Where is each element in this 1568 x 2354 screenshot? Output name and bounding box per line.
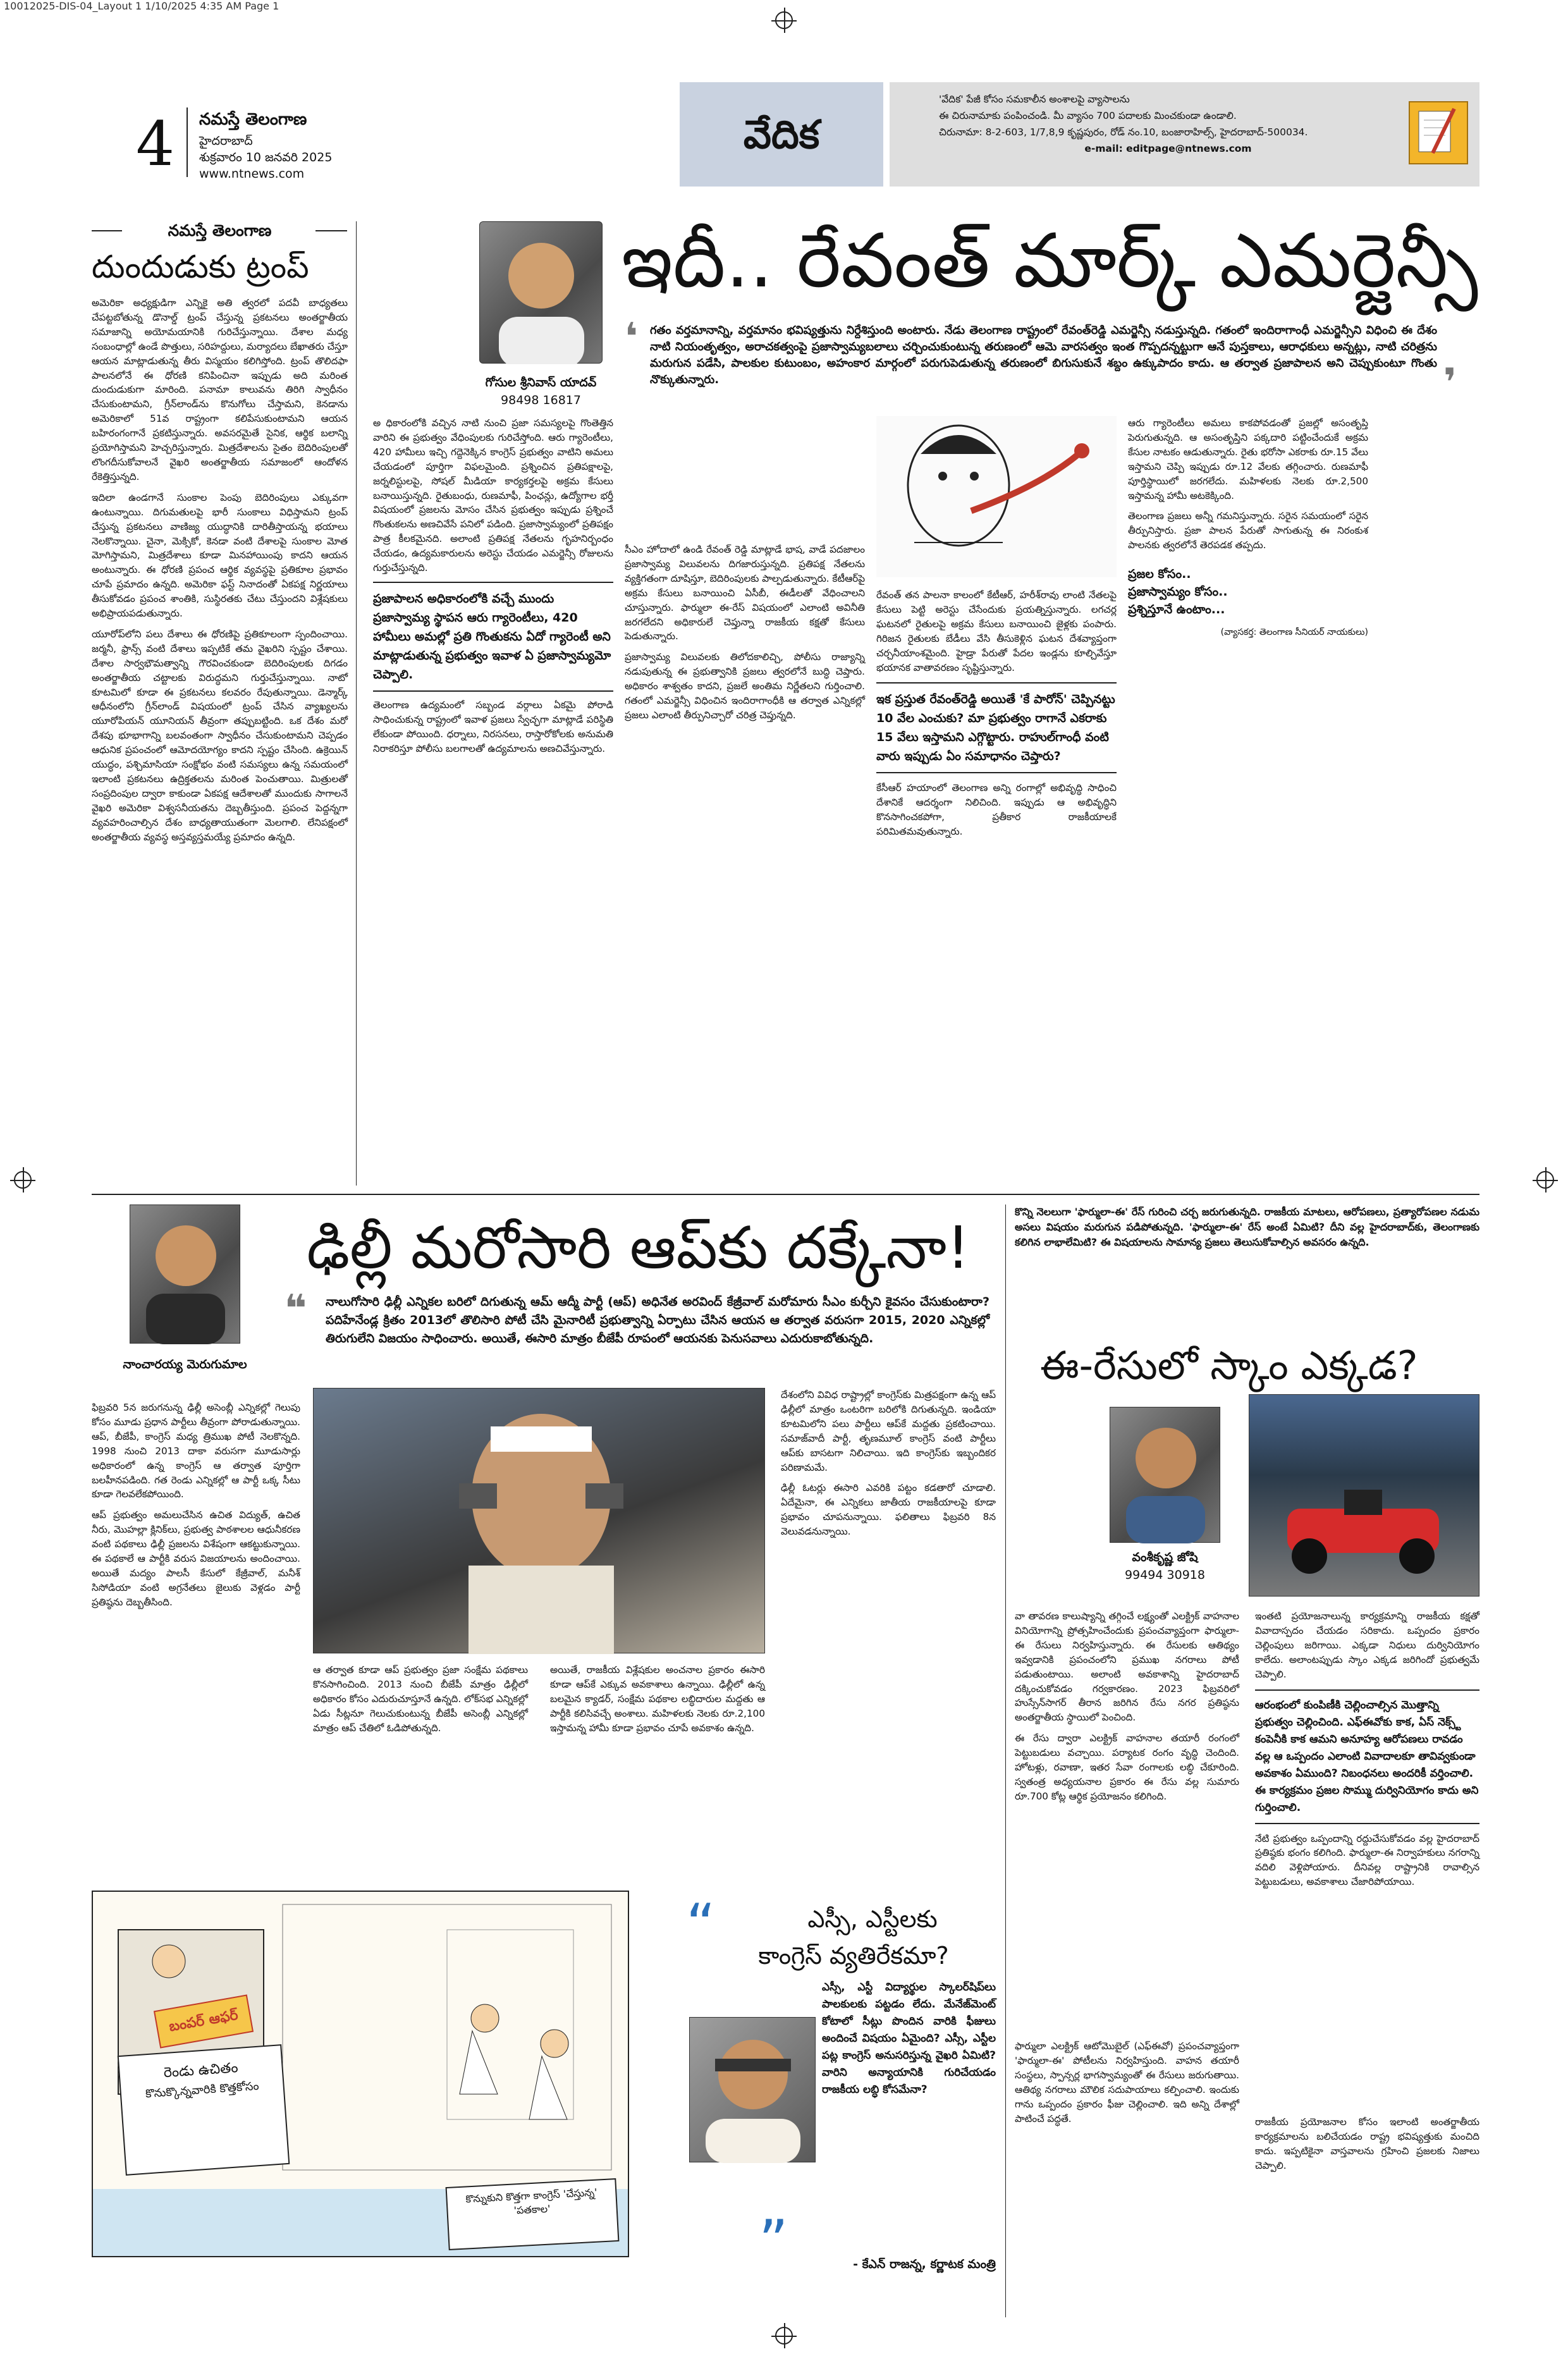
main-paragraph: ప్రజాస్వామ్య విలువలకు తిలోదకాలిచ్చి, పోలీసు రాజ్యాన్ని నడుపుతున్న ఈ ప్రభుత్వానికి ప్రజలు త్వరలోనే బుద్ధి చెప్తారు. అధికారం శాశ్వతం కాదని, ప్రజలే అంతిమ నిర్ణేతలని గుర్తించాలి. గతంలో ఎమర్జెన్సీ విధించిన ఇందిరాగాంధీకి ఆ తర్వాత ఎన్నికల్లో ప్రజలు ఎలాంటి తీర్పునిచ్చారో చరిత్ర చెప్తున్నది. xyxy=(625,651,865,721)
masthead xyxy=(92,76,1479,193)
main-paragraph: తెలంగాణ ప్రజలు అన్నీ గమనిస్తున్నారు. సరైన సమయంలో సరైన తీర్పునిస్తారు. ప్రజా పాలన పేరుతో సాగుతున్న ఈ నిరంకుశ పాలనకు త్వరలోనే తెరపడక తప్పదు. xyxy=(1128,510,1368,551)
pullquote-1: ప్రజాపాలన అధికారంలోకి వచ్చే ముందు ప్రజాస్వామ్య స్థాపన ఆరు గ్యారెంటీలు, 420 హామీలు అమల్లో ప్రతి గొంతుకను ఏదో గ్యారెంటీ అని మాట్లాడుతున్న ప్రభుత్వం ఇవాళ ఏ ప్రజాస్వామ్యమో చెప్పాలి. xyxy=(373,582,613,692)
closing-lines: ప్రజల కోసం.. ప్రజాస్వామ్యం కోసం.. ప్రశ్నిస్తూనే ఉంటాం... xyxy=(1128,567,1228,617)
author-photo xyxy=(1110,1407,1220,1543)
main-column-2 xyxy=(625,543,865,729)
delhi-paragraph: ఫిబ్రవరి 5న జరుగనున్న ఢిల్లీ అసెంబ్లీ ఎన్నికల్లో గెలుపు కోసం మూడు ప్రధాన పార్టీలు తీవ్రంగా పోరాడుతున్నాయి. ఆప్, బీజేపీ, కాంగ్రెస్ మధ్య త్రిముఖ పోటీ నెలకొన్నది. 1998 నుంచి 2013 దాకా వరుసగా మూడుసార్లు అధికారంలో ఉన్న కాంగ్రెస్ ఆ తర్వాత పూర్తిగా బలహీనపడింది. గత రెండు ఎన్నికల్లో ఆ పార్టీ ఒక్క సీటు కూడా గెలవలేకపోయింది. xyxy=(92,1402,300,1500)
main-paragraph: ఆరు గ్యారెంటీలు అమలు కాకపోవడంతో ప్రజల్లో అసంతృప్తి పెరుగుతున్నది. ఆ అసంతృప్తిని పక్కదారి పట్టించేందుకే అక్రమ కేసుల నాటకం ఆడుతున్నారు. రైతు భరోసా ఎకరాకు రూ.15 వేలు ఇస్తామని చెప్పి ఇప్పుడు రూ.12 వేలకు తగ్గించారు. రుణమాఫీ పూర్తిస్థాయిలో జరగలేదు. మహిళలకు నెలకు రూ.2,500 ఇస్తామన్న హామీ అటకెక్కింది. xyxy=(1128,417,1368,501)
submission-info xyxy=(890,82,1479,187)
main-paragraph: అ ధికారంలోకి వచ్చిన నాటి నుంచి ప్రజా సమస్యలపై గొంతెత్తిన వారిని ఈ ప్రభుత్వం వేధింపులకు గురిచేస్తోంది. ఆరు గ్యారెంటీలు, 420 హామీలు ఇచ్చి గద్దెనెక్కిన కాంగ్రెస్ ప్రభుత్వం వాటిని అమలు చేయడంలో పూర్తిగా విఫలమైంది. ప్రశ్నించిన ప్రతిపక్షాలపై, జర్నలిస్టులపై, సోషల్ మీడియా కార్యకర్తలపై అక్రమ కేసులు బనాయిస్తున్నది. రైతుబంధు, రుణమాఫీ, పింఛన్లు, ఉద్యోగాల భర్తీ విషయంలో ప్రజలను మోసం చేసిన ప్రభుత్వం ఇప్పుడు ప్రశ్నించే గొంతుకలను అణచివేసే పనిలో పడింది. ప్రజాస్వామ్యంలో ప్రతిపక్షం పాత్ర కీలకమైనది. అలాంటి ప్రతిపక్ష నేతలను గృహనిర్బంధం చేయడం, ఉద్యమకారులను అరెస్టు చేయడం ఎమర్జెన్సీ రోజులను గుర్తుచేస్తున్నది. xyxy=(373,417,613,574)
close-quote-icon: ❜ xyxy=(1443,360,1457,405)
erace-headline: ఈ-రేసులో స్కాం ఎక్కడ? xyxy=(1040,1342,1418,1388)
delhi-paragraph: ఆప్ ప్రభుత్వం అమలుచేసిన ఉచిత విద్యుత్, ఉచిత నీరు, మొహల్లా క్లినిక్‌లు, ప్రభుత్వ పాఠశాలల ఆధునీకరణ వంటి పథకాలు ఢిల్లీ ప్రజలను విశేషంగా ఆకట్టుకున్నాయి. ఈ పథకాలే ఆ పార్టీకి వరుస విజయాలను అందించాయి. అయితే మద్యం పాలసీ కేసులో కేజ్రీవాల్, మనీశ్ సిసోడియా వంటి అగ్రనేతలు జైలుకు వెళ్లడం పార్టీ ప్రతిష్ఠను దెబ్బతీసింది. xyxy=(92,1509,300,1608)
divider xyxy=(187,107,188,177)
open-quote-icon: ❝ xyxy=(285,1287,307,1331)
delhi-paragraph: ఢిల్లీ ఓటర్లు ఈసారి ఎవరికి పట్టం కడతారో చూడాలి. ఏదేమైనా, ఈ ఎన్నికలు జాతీయ రాజకీయాలపై కూడా ప్రభావం చూపనున్నాయి. ఫలితాలు ఫిబ్రవరి 8న వెలువడనున్నాయి. xyxy=(781,1482,996,1538)
city: హైదరాబాద్ xyxy=(199,134,253,148)
delhi-intro: నాలుగోసారి ఢిల్లీ ఎన్నికల బరిలో దిగుతున్న ఆమ్ ఆద్మీ పార్టీ (ఆప్) అధినేత అరవింద్ కేజ్రీవాల్ మరోమారు సీఎం కుర్చీని కైవసం చేసుకుంటారా? పదిహేనేండ్ల క్రితం 2013లో తొలిసారి పోటీ చేసి మైనారిటీ ప్రభుత్వాన్ని ఏర్పాటు చేసిన ఆయన ఆ తర్వాత వరుసగా 2015, 2020 ఎన్నికల్లో తిరుగులేని విజయం సాధించారు. అయితే, ఈసారి మాత్రం బీజేపీ రూపంలో ఆయనకు పెనుసవాలు ఎదురుకాబోతున్నది. xyxy=(326,1295,989,1346)
main-paragraph: సీఎం హోదాలో ఉండి రేవంత్ రెడ్డి మాట్లాడే భాష, వాడే పదజాలం ప్రజాస్వామ్య విలువలను దిగజారుస్తున్నది. ప్రతిపక్ష నేతలను వ్యక్తిగతంగా దూషిస్తూ, బెదిరింపులకు పాల్పడుతున్నారు. కేటీఆర్‌పై అక్రమ కేసులు బనాయించి ఏసీబీ, ఈడీలతో వేధించాలని చూస్తున్నారు. ఫార్ములా ఈ-రేస్ విషయంలో ఎలాంటి అవినీతి జరగలేదని అధికారులే చెప్తున్నా రాజకీయ కక్షతో కేసులు పెడుతున్నారు. xyxy=(625,544,865,642)
erace-column-1 xyxy=(1015,1609,1239,1810)
erace-pullquote: ఆరంభంలో కుంపిణీకి చెల్లించాల్సిన మొత్తాన్ని ప్రభుత్వం చెల్లించింది. ఎఫ్‌ఈవోకు కాక, ఏస్ నెక్స్ట్ కంపెనీకి కాక ఆమని అనూహ్య ఆరోపణలు రావడం వల్ల ఆ ఒప్పందం ఎలాంటి వివాదాలకూ తావివ్వకుండా అవకాశం ఏముంది? నిబంధనలు అందరికీ వర్తించాలి. ఈ కార్యక్రమం ప్రజల సొమ్ము దుర్వినియోగం కాదు అని గుర్తించాలి. xyxy=(1255,1689,1479,1824)
section-title-box xyxy=(680,82,883,187)
erace-paragraph: ఇంతటి ప్రయోజనాలున్న కార్యక్రమాన్ని రాజకీయ కక్షతో వివాదాస్పదం చేయడం సరికాదు. ఒప్పందం ప్రకారం చెల్లింపులు జరిగాయి. ఎక్కడా నిధులు దుర్వినియోగం కాలేదు. అలాంటప్పుడు స్కాం ఎక్కడ జరిగిందో ప్రభుత్వమే చెప్పాలి. xyxy=(1255,1610,1479,1680)
author-photo xyxy=(479,221,603,364)
registration-mark-bottom xyxy=(775,2327,793,2345)
author-note: (వ్యాసకర్త: తెలంగాణ సీనియర్ నాయకులు) xyxy=(1220,627,1368,638)
open-quote-icon: “ xyxy=(686,1892,716,1958)
delhi-paragraph: దేశంలోని వివిధ రాష్ట్రాల్లో కాంగ్రెస్‌కు మిత్రపక్షంగా ఉన్న ఆప్ ఢిల్లీలో మాత్రం ఒంటరిగా బరిలోకి దిగుతున్నది. ఇండియా కూటమిలోని పలు పార్టీలు ఆప్‌కే మద్దతు ప్రకటించాయి. సమాజ్‌వాదీ పార్టీ, తృణమూల్ కాంగ్రెస్ వంటి పార్టీలు ఆప్‌కు బాసటగా నిలిచాయి. ఇది కాంగ్రెస్‌కు ఇబ్బందికర పరిణామమే. xyxy=(781,1389,996,1473)
author-phone: 98498 16817 xyxy=(501,393,581,407)
author-phone: 99494 30918 xyxy=(1125,1568,1205,1582)
main-paragraph: రేవంత్ తన పాలనా కాలంలో కేటీఆర్, హరీశ్‌రావు లాంటి నేతలపై కేసులు పెట్టి అరెస్టు చేసేందుకు ప్రయత్నిస్తున్నారు. లగచర్ల ఘటనలో రైతులపై అక్రమ కేసులు బనాయించి జైళ్లకు పంపారు. గిరిజన రైతులకు బేడీలు వేసి తీసుకెళ్లిన ఘటన దేశవ్యాప్తంగా చర్చనీయాంశమైంది. హైడ్రా పేరుతో పేదల ఇండ్లను కూల్చివేస్తూ భయానక వాతావరణం సృష్టిస్తున్నారు. xyxy=(876,589,1117,673)
sc-headline-1: ఎస్సీ, ఎస్టీలకు xyxy=(807,1905,938,1933)
open-quote-icon: ❛ xyxy=(625,315,638,359)
editorial-headline: దుందుడుకు ట్రంప్ xyxy=(92,248,309,285)
erace-column-4 xyxy=(1255,2115,1479,2179)
pen-paper-icon xyxy=(1409,101,1468,164)
page-number: 4 xyxy=(136,109,175,180)
delhi-column-1 xyxy=(92,1401,300,1616)
race-car-photo xyxy=(1249,1394,1479,1597)
main-article xyxy=(365,215,1479,1189)
editorial-paragraph: అమెరికా అధ్యక్షుడిగా ఎన్నికై అతి త్వరలో పదవీ బాధ్యతలు చేపట్టబోతున్న డొనాల్డ్ ట్రంప్ చేస్తున్న ప్రకటనలు అంతర్జాతీయ సమాజాన్ని అయోమయానికి గురిచేస్తున్నాయి. దేశాల మధ్య సంబంధాల్లో ఉండే పొత్తులు, సరిహద్దులు, మర్యాదలు బేఖాతరు చేస్తూ ఆయన మాట్లాడుతున్న తీరు విస్మయం కలిగిస్తోంది. ట్రంప్ తొలిదఫా పాలనలోనే ఈ ధోరణి కనిపించినా ఇప్పుడు అది మరింత దుందుడుకుగా మారింది. పనామా కాలువను తిరిగి స్వాధీనం చేసుకుంటామని, గ్రీన్‌లాండ్‌ను కొనుగోలు చేస్తామని, కెనడాను అమెరికాలో 51వ రాష్ట్రంగా కలిపేసుకుంటామని ఆయన బహిరంగంగానే ప్రకటిస్తున్నారు. అవసరమైతే సైనిక, ఆర్థిక బలాన్ని ప్రయోగిస్తామని హెచ్చరిస్తున్నారు. మిత్రదేశాలను సైతం బెదిరింపులతో లొంగదీసుకోవాలనే వైఖరి అంతర్జాతీయ సమాజంలో ఆందోళన రేకెత్తిస్తున్నది. xyxy=(92,297,348,482)
cartoon-sketch-tongue xyxy=(876,416,1117,577)
delhi-column-4 xyxy=(781,1388,996,1545)
sc-attribution: - కేఎన్ రాజన్న, కర్ణాటక మంత్రి xyxy=(853,2257,996,2271)
print-slug: 10012025-DIS-04_Layout 1 1/10/2025 4:35 AM Page 1 xyxy=(4,0,279,12)
pullquote-2: ఇక ప్రస్తుత రేవంత్‌రెడ్డి అయితే 'కే పారోన్' చెప్పినట్టు 10 వేల ఎంచుకు? మా ప్రభుత్వం రాగానే ఎకరాకు 15 వేలు ఇస్తామని ఎగ్గొట్టారు. రాహుల్‌గాంధీ వంటి వారు ఇప్పుడు ఏం సమాధానం చెప్తారు? xyxy=(876,682,1117,773)
erace-column-3 xyxy=(1015,2039,1239,2132)
erace-column-2 xyxy=(1255,1609,1479,1896)
column-rule xyxy=(356,221,357,1186)
info-line-3: చిరునామా: 8-2-603, 1/7,8,9 కృష్ణపురం, రోడ్ నం.10, బంజారాహిల్స్, హైదరాబాద్-500034. xyxy=(939,126,1308,138)
editorial-paragraph: యూరోప్‌లోని పలు దేశాలు ఈ ధోరణిపై ప్రతికూలంగా స్పందించాయి. జర్మనీ, ఫ్రాన్స్ వంటి దేశాలు ఇప్పటికే తమ వైఖరిని స్పష్టం చేశాయి. దేశాల సార్వభౌమత్వాన్ని గౌరవించకుండా బెదిరింపులకు దిగడం అంతర్జాతీయ చట్టాలకు విరుద్ధమని గుర్తుచేస్తున్నాయి. నాటో కూటమిలో కూడా ఈ ప్రకటనలు కలవరం రేపుతున్నాయి. డెన్మార్క్ ఆధీనంలోని గ్రీన్‌లాండ్ విషయంలో ట్రంప్ చేసిన వ్యాఖ్యలను యూరోపియన్ యూనియన్ తీవ్రంగా తప్పుబట్టింది. ఒక దేశం మరో దేశపు భూభాగాన్ని బలవంతంగా స్వాధీనం చేసుకుంటామని చెప్పడం ఆధునిక ప్రపంచంలో ఆమోదయోగ్యం కాదని స్పష్టం చేసింది. ఉక్రెయిన్ యుద్ధం, పశ్చిమాసియా సంక్షోభం వంటి సమస్యలు ఉన్న సమయంలో ఇలాంటి ప్రకటనలు ఉద్రిక్తతలను మరింత పెంచుతాయి. మిత్రులతో సంప్రదింపుల ద్వారా కాకుండా ఏకపక్ష ఆదేశాలతో ముందుకు సాగాలనే వైఖరి అమెరికా విశ్వసనీయతను దెబ్బతీస్తుంది. ప్రపంచ పెద్దన్నగా వ్యవహరించాల్సిన దేశం బాధ్యతాయుతంగా మెలగాలి. లేనిపక్షంలో అంతర్జాతీయ వ్యవస్థ అస్తవ్యస్తమయ్యే ప్రమాదం ఉన్నది. xyxy=(92,628,348,843)
main-column-1 xyxy=(373,416,613,763)
delhi-paragraph: అయితే, రాజకీయ విశ్లేషకుల అంచనాల ప్రకారం ఈసారి కూడా ఆప్‌కే ఎక్కువ అవకాశాలు ఉన్నాయి. ఢిల్లీలో ఉన్న బలమైన క్యాడర్, సంక్షేమ పథకాల లబ్ధిదారుల మద్దతు ఆ పార్టీకి కలిసివచ్చే అంశాలు. మహిళలకు నెలకు రూ.2,100 ఇస్తామన్న హామీ కూడా ప్రభావం చూపే అవకాశం ఉన్నది. xyxy=(550,1664,765,1734)
sc-quote: ఎస్సీ, ఎస్టీ విద్యార్థుల స్కాలర్‌షిప్‌లు పాలకులకు పట్టడం లేదు. మేనేజ్‌మెంట్ కోటాలో సీట్లు పొందిన వారికి ఫీజులు అందించే విషయం ఏమైంది? ఎస్సీ, ఎస్టీల పట్ల కాంగ్రెస్ అనుసరిస్తున్న వైఖరి ఏమిటి? వారిని అన్యాయానికి గురిచేయడం రాజకీయ లబ్ధి కోసమేనా? xyxy=(822,1981,996,2096)
erace-paragraph: నేటి ప్రభుత్వం ఒప్పందాన్ని రద్దుచేసుకోవడం వల్ల హైదరాబాద్ ప్రతిష్ఠకు భంగం కలిగింది. ఫార్ములా-ఈ నిర్వాహకులు నగరాన్ని వదిలి వెళ్లిపోయారు. దీనివల్ల రాష్ట్రానికి రావాల్సిన పెట్టుబడులు, అవకాశాలు చేజారిపోయాయి. xyxy=(1255,1832,1479,1888)
paper-name: నమస్తే తెలంగాణ xyxy=(199,110,307,129)
sc-st-article xyxy=(686,1891,996,2308)
registration-mark-left xyxy=(14,1171,32,1189)
registration-mark-top xyxy=(775,11,793,29)
section-title: వేదిక xyxy=(743,111,820,157)
main-column-4 xyxy=(1128,416,1368,639)
info-line-1: 'వేదిక' పేజీ కోసం సమకాలీన అంశాలపై వ్యాసాలను xyxy=(939,94,1130,105)
delhi-paragraph: ఆ తర్వాత కూడా ఆప్ ప్రభుత్వం ప్రజా సంక్షేమ పథకాలు కొనసాగించింది. 2013 నుంచి బీజేపీ మాత్రం ఢిల్లీలో అధికారం కోసం ఎదురుచూస్తూనే ఉన్నది. లోక్‌సభ ఎన్నికల్లో ఏడు సీట్లనూ గెలుచుకుంటున్న బీజేపీ అసెంబ్లీ ఎన్నికల్లో మాత్రం ఆప్ చేతిలో ఓడిపోతున్నది. xyxy=(313,1664,528,1734)
website: www.ntnews.com xyxy=(199,167,305,181)
erace-article xyxy=(1015,1205,1479,2317)
editorial xyxy=(92,221,348,1186)
editorial-paragraph: ఇదిలా ఉండగానే సుంకాల పెంపు బెదిరింపులు ఎక్కువగా ఉంటున్నాయి. దిగుమతులపై భారీ సుంకాలు విధిస్తామని ట్రంప్ చేస్తున్న ప్రకటనలు వాణిజ్య యుద్ధానికి దారితీస్తాయన్న భయాలు నెలకొన్నాయి. చైనా, మెక్సికో, కెనడా వంటి దేశాలపై సుంకాల మోత మోగిస్తామని, మిత్రదేశాలు కూడా మినహాయింపు కాదని ఆయన అంటున్నారు. ఈ ధోరణి ప్రపంచ ఆర్థిక వ్యవస్థపై ప్రతికూల ప్రభావం చూపే ప్రమాదం ఉన్నది. అమెరికా ఫస్ట్ నినాదంతో ఏకపక్ష నిర్ణయాలు తీసుకోవడం ప్రపంచ శాంతికి, సుస్థిరతకు చేటు చేస్తుందని విశ్లేషకులు అభిప్రాయపడుతున్నారు. xyxy=(92,491,348,620)
kejriwal-photo xyxy=(313,1388,765,1653)
registration-mark-right xyxy=(1536,1171,1554,1189)
date: శుక్రవారం 10 జనవరి 2025 xyxy=(199,150,333,164)
delhi-article xyxy=(92,1205,996,1862)
main-headline: ఇదీ.. రేవంత్ మార్క్ ఎమర్జెన్సీ xyxy=(622,217,1478,304)
minister-photo xyxy=(689,2017,816,2162)
erace-intro: కొన్ని నెలలుగా 'ఫార్ములా-ఈ' రేస్ గురించి చర్చ జరుగుతున్నది. రాజకీయ మాటలు, ఆరోపణలు, ప్రత్యారోపణల నడుమ అసలు విషయం మరుగున పడిపోతున్నది. 'ఫార్ములా-ఈ' రేస్ అంటే ఏమిటి? దీని వల్ల హైదరాబాద్‌కు, తెలంగాణకు కలిగిన లాభాలేమిటి? ఈ విషయాలను సామాన్య ప్రజలు తెలుసుకోవాల్సిన అవసరం ఉన్నది. xyxy=(1015,1206,1479,1248)
editorial-body xyxy=(92,296,348,851)
section-rule xyxy=(92,1194,1479,1195)
delhi-column-2 xyxy=(313,1663,528,1742)
main-intro: గతం వర్తమానాన్ని, వర్తమానం భవిష్యత్తును నిర్దేశిస్తుంది అంటారు. నేడు తెలంగాణ రాష్ట్రంలో రేవంత్‌రెడ్డి ఎమర్జెన్సీ నడుస్తున్నది. గతంలో ఇందిరాగాంధీ ఎమర్జెన్సీని విధించి ఈ దేశం నాటి నియంతృత్వం, అరాచకత్వంపై ప్రజాస్వామ్యబలాలు చర్చించుకుంటున్న తరుణంలో ఆమె వారసత్వం ఇంత గొప్పదన్నట్టుగా ఆనే పుస్తకాలు, ఆరాధకులు అన్నట్లు, నాటి చరిత్రను మరుగున పడేసి, పాలకుల కుటుంబం, అహంకార మార్గంలో పరుగుపెడుతున్న తరుణంలో బిగుసుకునే శబ్దం ఉక్కుపాదం కాదు. ఆ తర్వాత ప్రజాపాలన అని చెప్పుకుంటూ గొంతు నొక్కుతున్నారు. xyxy=(650,324,1437,386)
editorial-cartoon xyxy=(92,1891,629,2257)
main-paragraph: తెలంగాణ ఉద్యమంలో సబ్బండ వర్గాలు ఏకమై పోరాడి సాధించుకున్న రాష్ట్రంలో ఇవాళ ప్రజలు స్వేచ్ఛగా మాట్లాడే పరిస్థితి లేకుండా పోయింది. ధర్నాలు, నిరసనలు, రాస్తారోకోలకు అనుమతి నిరాకరిస్తూ పోలీసు బలగాలతో ఉద్యమాలను అణచివేస్తున్నారు. xyxy=(373,699,613,754)
delhi-headline: ఢిల్లీ మరోసారి ఆప్‌కు దక్కేనా! xyxy=(307,1214,970,1282)
cartoon-banner: బంపర్ ఆఫర్ xyxy=(154,1994,254,2048)
email: e-mail: editpage@ntnews.com xyxy=(1084,143,1252,154)
info-line-2: ఈ చిరునామాకు పంపించండి. మీ వ్యాసం 700 పదాలకు మించకుండా ఉండాలి. xyxy=(939,110,1237,121)
sc-headline-2: కాంగ్రెస్ వ్యతిరేకమా? xyxy=(758,1942,949,1970)
erace-paragraph: రాజకీయ ప్రయోజనాల కోసం ఇలాంటి అంతర్జాతీయ కార్యక్రమాలను బలిచేయడం రాష్ట్ర భవిష్యత్తుకు మంచిది కాదు. ఇప్పటికైనా వాస్తవాలను గ్రహించి ప్రజలకు నిజాలు చెప్పాలి. xyxy=(1255,2116,1479,2171)
erace-paragraph: ఈ రేసు ద్వారా ఎలక్ట్రిక్ వాహనాల తయారీ రంగంలో పెట్టుబడులు వచ్చాయి. పర్యాటక రంగం వృద్ధి చెందింది. హోటళ్లు, రవాణా, ఇతర సేవా రంగాలకు లబ్ధి చేకూరింది. స్వతంత్ర అధ్యయనాల ప్రకారం ఈ రేసు వల్ల సుమారు రూ.700 కోట్ల ఆర్థిక ప్రయోజనం కలిగింది. xyxy=(1015,1732,1239,1802)
editorial-brand: నమస్తే తెలంగాణ xyxy=(168,221,272,240)
delhi-column-3 xyxy=(550,1663,765,1742)
cartoon-sign: రెండు ఉచితం కొనుక్కొన్నవారికి కొత్తకోసం xyxy=(118,2044,290,2176)
column-rule xyxy=(1005,1205,1006,2317)
cartoon-bag: కొన్నుకుని కొత్తగా కాంగ్రెస్ 'చేస్తున్న' 'పతకాల' xyxy=(446,2178,620,2250)
main-paragraph: కేసీఆర్ హయాంలో తెలంగాణ అన్ని రంగాల్లో అభివృద్ధి సాధించి దేశానికే ఆదర్శంగా నిలిచింది. ఇప్పుడు ఆ అభివృద్ధిని కొనసాగించకపోగా, ప్రతీకార రాజకీయాలకే పరిమితమవుతున్నారు. xyxy=(876,782,1117,838)
close-quote-icon: ” xyxy=(759,2208,788,2274)
author-name: వంశీకృష్ణ జోషి xyxy=(1132,1550,1198,1564)
erace-paragraph: వా తావరణ కాలుష్యాన్ని తగ్గించే లక్ష్యంతో ఎలక్ట్రిక్ వాహనాల వినియోగాన్ని ప్రోత్సహించేందుకు ప్రపంచవ్యాప్తంగా ఫార్ములా-ఈ రేసులు నిర్వహిస్తున్నారు. ఈ రేసులకు ఆతిథ్యం ఇవ్వడానికి ప్రపంచంలోని ప్రముఖ నగరాలు పోటీ పడుతుంటాయి. అలాంటి అవకాశాన్ని హైదరాబాద్ దక్కించుకోవడం గర్వకారణం. 2023 ఫిబ్రవరిలో హుస్సేన్‌సాగర్ తీరాన జరిగిన రేసు నగర ప్రతిష్ఠను అంతర్జాతీయ స్థాయిలో పెంచింది. xyxy=(1015,1610,1239,1724)
main-column-3 xyxy=(876,588,1117,845)
erace-paragraph: ఫార్ములా ఎలక్ట్రిక్ ఆటోమొబైల్ (ఎఫ్‌ఈవో) ప్రపంచవ్యాప్తంగా 'ఫార్ములా-ఈ' పోటీలను నిర్వహిస్తుంది. వాహన తయారీ సంస్థలు, స్పాన్సర్ల భాగస్వామ్యంతో ఈ రేసులు జరుగుతాయి. ఆతిథ్య నగరాలు మౌలిక సదుపాయాలు కల్పించాలి. ఇందుకు గాను ఒప్పందం ప్రకారం ఫీజు చెల్లించాలి. ఇది అన్ని దేశాల్లో పాటించే పద్ధతే. xyxy=(1015,2040,1239,2124)
author-name: నాంచారయ్య మెరుగుమాల xyxy=(123,1358,247,1371)
author-photo xyxy=(130,1205,240,1344)
author-name: గోసుల శ్రీనివాస్ యాదవ్ xyxy=(485,376,597,389)
